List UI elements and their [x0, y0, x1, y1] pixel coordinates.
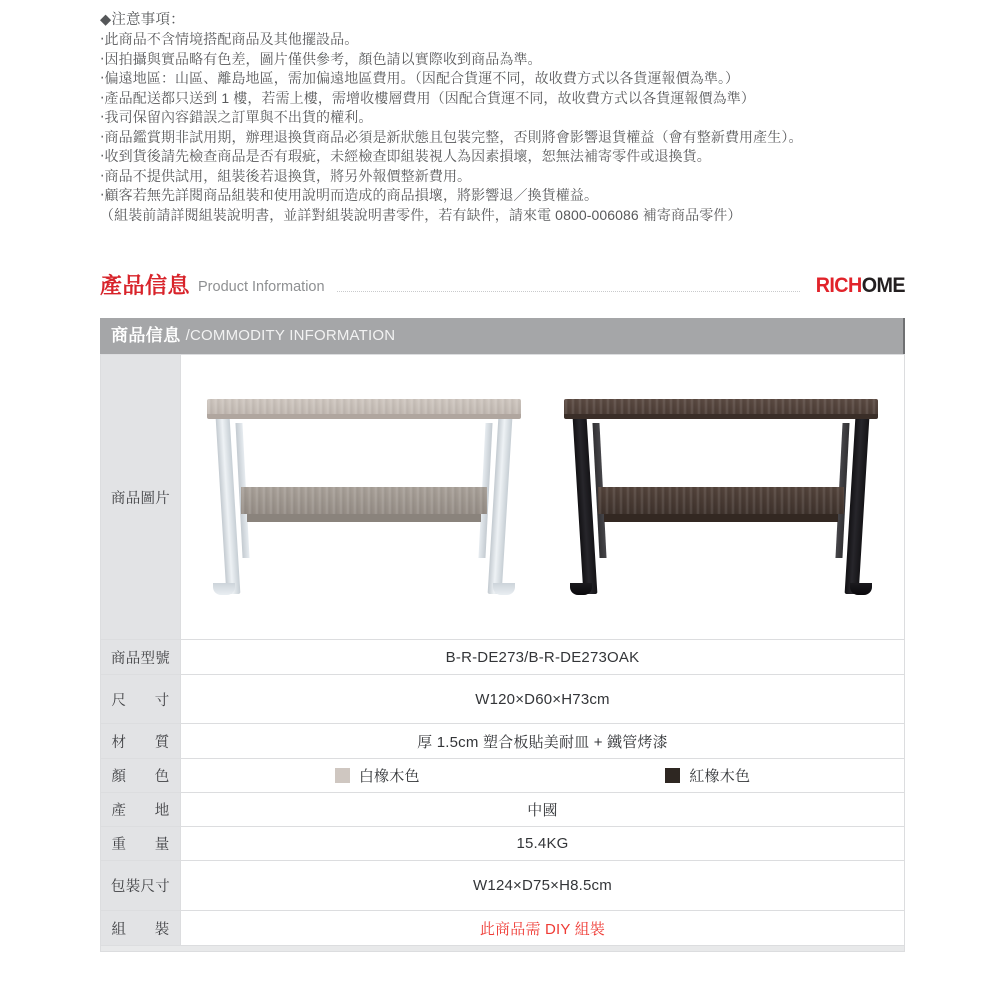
notes-title: ◆注意事項： [100, 12, 185, 28]
notes-footer: （組裝前請詳閱組裝說明書，並詳對組裝說明書零件，若有缺件，請來電 0800-006086 補寄商品零件） [100, 206, 742, 223]
logo-text-primary: RICH [815, 274, 862, 297]
note-line: ‧我司保留內容錯誤之訂單與不出貨的權利。 [100, 109, 373, 125]
note-line: ‧偏遠地區：山區、離島地區，需加偏遠地區費用。（因配合貨運不同，故收費方式以各貨運報價為準。） [100, 70, 740, 86]
row-value-size: W120×D60×H73cm [181, 675, 905, 724]
table-row [101, 861, 905, 911]
color-option-white-oak [335, 765, 420, 786]
row-label-color: 顏色 [101, 759, 181, 793]
notes-section [100, 10, 945, 225]
desk-shelf-edge [247, 514, 481, 522]
desk-foot-left [213, 583, 235, 595]
product-image-gallery [182, 356, 903, 638]
row-value-assembly: 此商品需 DIY 組裝 [181, 911, 905, 946]
note-line: ‧收到貨後請先檢查商品是否有瑕疵，未經檢查即組裝視人為因素損壞，恕無法補寄零件或退換貨。 [100, 148, 711, 164]
table-row [101, 759, 905, 793]
product-information-band [100, 268, 905, 298]
table-row [101, 724, 905, 759]
table-header-title-zh: 商品信息 [111, 326, 181, 345]
note-line: ‧產品配送都只送到 1 樓，若需上樓，需增收樓層費用（因配合貨運不同，故收費方式以各貨運報價為準） [100, 89, 755, 106]
row-label-weight: 重量 [101, 827, 181, 861]
row-label-assembly: 組裝 [101, 911, 181, 946]
desk-top-edge [564, 414, 878, 419]
desk-shelf [241, 487, 487, 514]
spec-table [100, 354, 905, 946]
note-line: ‧此商品不含情境搭配商品及其他擺設品。 [100, 31, 359, 47]
note-line: ‧因拍攝與實品略有色差，圖片僅供參考，顏色請以實際收到商品為準。 [100, 50, 542, 67]
richome-logo [816, 275, 905, 297]
product-information-title-en: Product Information [198, 279, 325, 295]
dotted-divider [337, 291, 800, 292]
row-label-origin: 產地 [101, 793, 181, 827]
note-line: ‧商品鑑賞期非試用期，辦理退換貨商品必須是新狀態且包裝完整，否則將會影響退貨權益（會有整新費用產生）。 [100, 128, 803, 145]
note-line: ‧顧客若無先詳閱商品組裝和使用說明而造成的商品損壞，將影響退／換貨權益。 [100, 187, 599, 203]
row-label-product-image: 商品圖片 [101, 355, 181, 640]
row-label-material: 材質 [101, 724, 181, 759]
commodity-information-table [100, 318, 905, 952]
desk-top-edge [207, 414, 521, 419]
desk-foot-right [850, 583, 872, 595]
row-value-package-size: W124×D75×H8.5cm [181, 861, 905, 911]
row-value-material: 厚 1.5cm 塑合板貼美耐皿 + 鐵管烤漆 [181, 724, 905, 759]
table-row [101, 793, 905, 827]
desk-foot-left [570, 583, 592, 595]
color-swatch-icon [335, 768, 350, 783]
color-option-list [182, 765, 903, 786]
table-row [101, 675, 905, 724]
table-row [101, 355, 905, 640]
color-swatch-icon [665, 768, 680, 783]
row-label-model: 商品型號 [101, 640, 181, 675]
color-option-label: 白橡木色 [358, 768, 420, 785]
table-row [101, 640, 905, 675]
product-information-title-zh: 產品信息 [100, 273, 191, 298]
table-row [101, 827, 905, 861]
desk-shelf-edge [604, 514, 838, 522]
row-value-model: B-R-DE273/B-R-DE273OAK [181, 640, 905, 675]
desk-leg-right [488, 417, 513, 594]
table-header-title-en: /COMMODITY INFORMATION [185, 327, 396, 344]
row-value-origin: 中國 [181, 793, 905, 827]
note-line: ‧商品不提供試用，組裝後若退換貨，將另外報價整新費用。 [100, 167, 472, 184]
desk-foot-right [493, 583, 515, 595]
logo-text-secondary: OME [861, 274, 905, 297]
row-label-package-size: 包裝尺寸 [101, 861, 181, 911]
row-value-product-image [181, 355, 905, 640]
product-image-white-oak [199, 381, 529, 613]
table-bottom-strip [100, 946, 905, 952]
row-label-size: 尺寸 [101, 675, 181, 724]
row-value-weight: 15.4KG [181, 827, 905, 861]
table-row [101, 911, 905, 946]
table-header-bar [100, 318, 905, 354]
row-value-color [181, 759, 905, 793]
desk-shelf [598, 487, 844, 514]
color-option-red-oak [665, 765, 750, 786]
product-image-red-oak [556, 381, 886, 613]
color-option-label: 紅橡木色 [689, 768, 751, 785]
